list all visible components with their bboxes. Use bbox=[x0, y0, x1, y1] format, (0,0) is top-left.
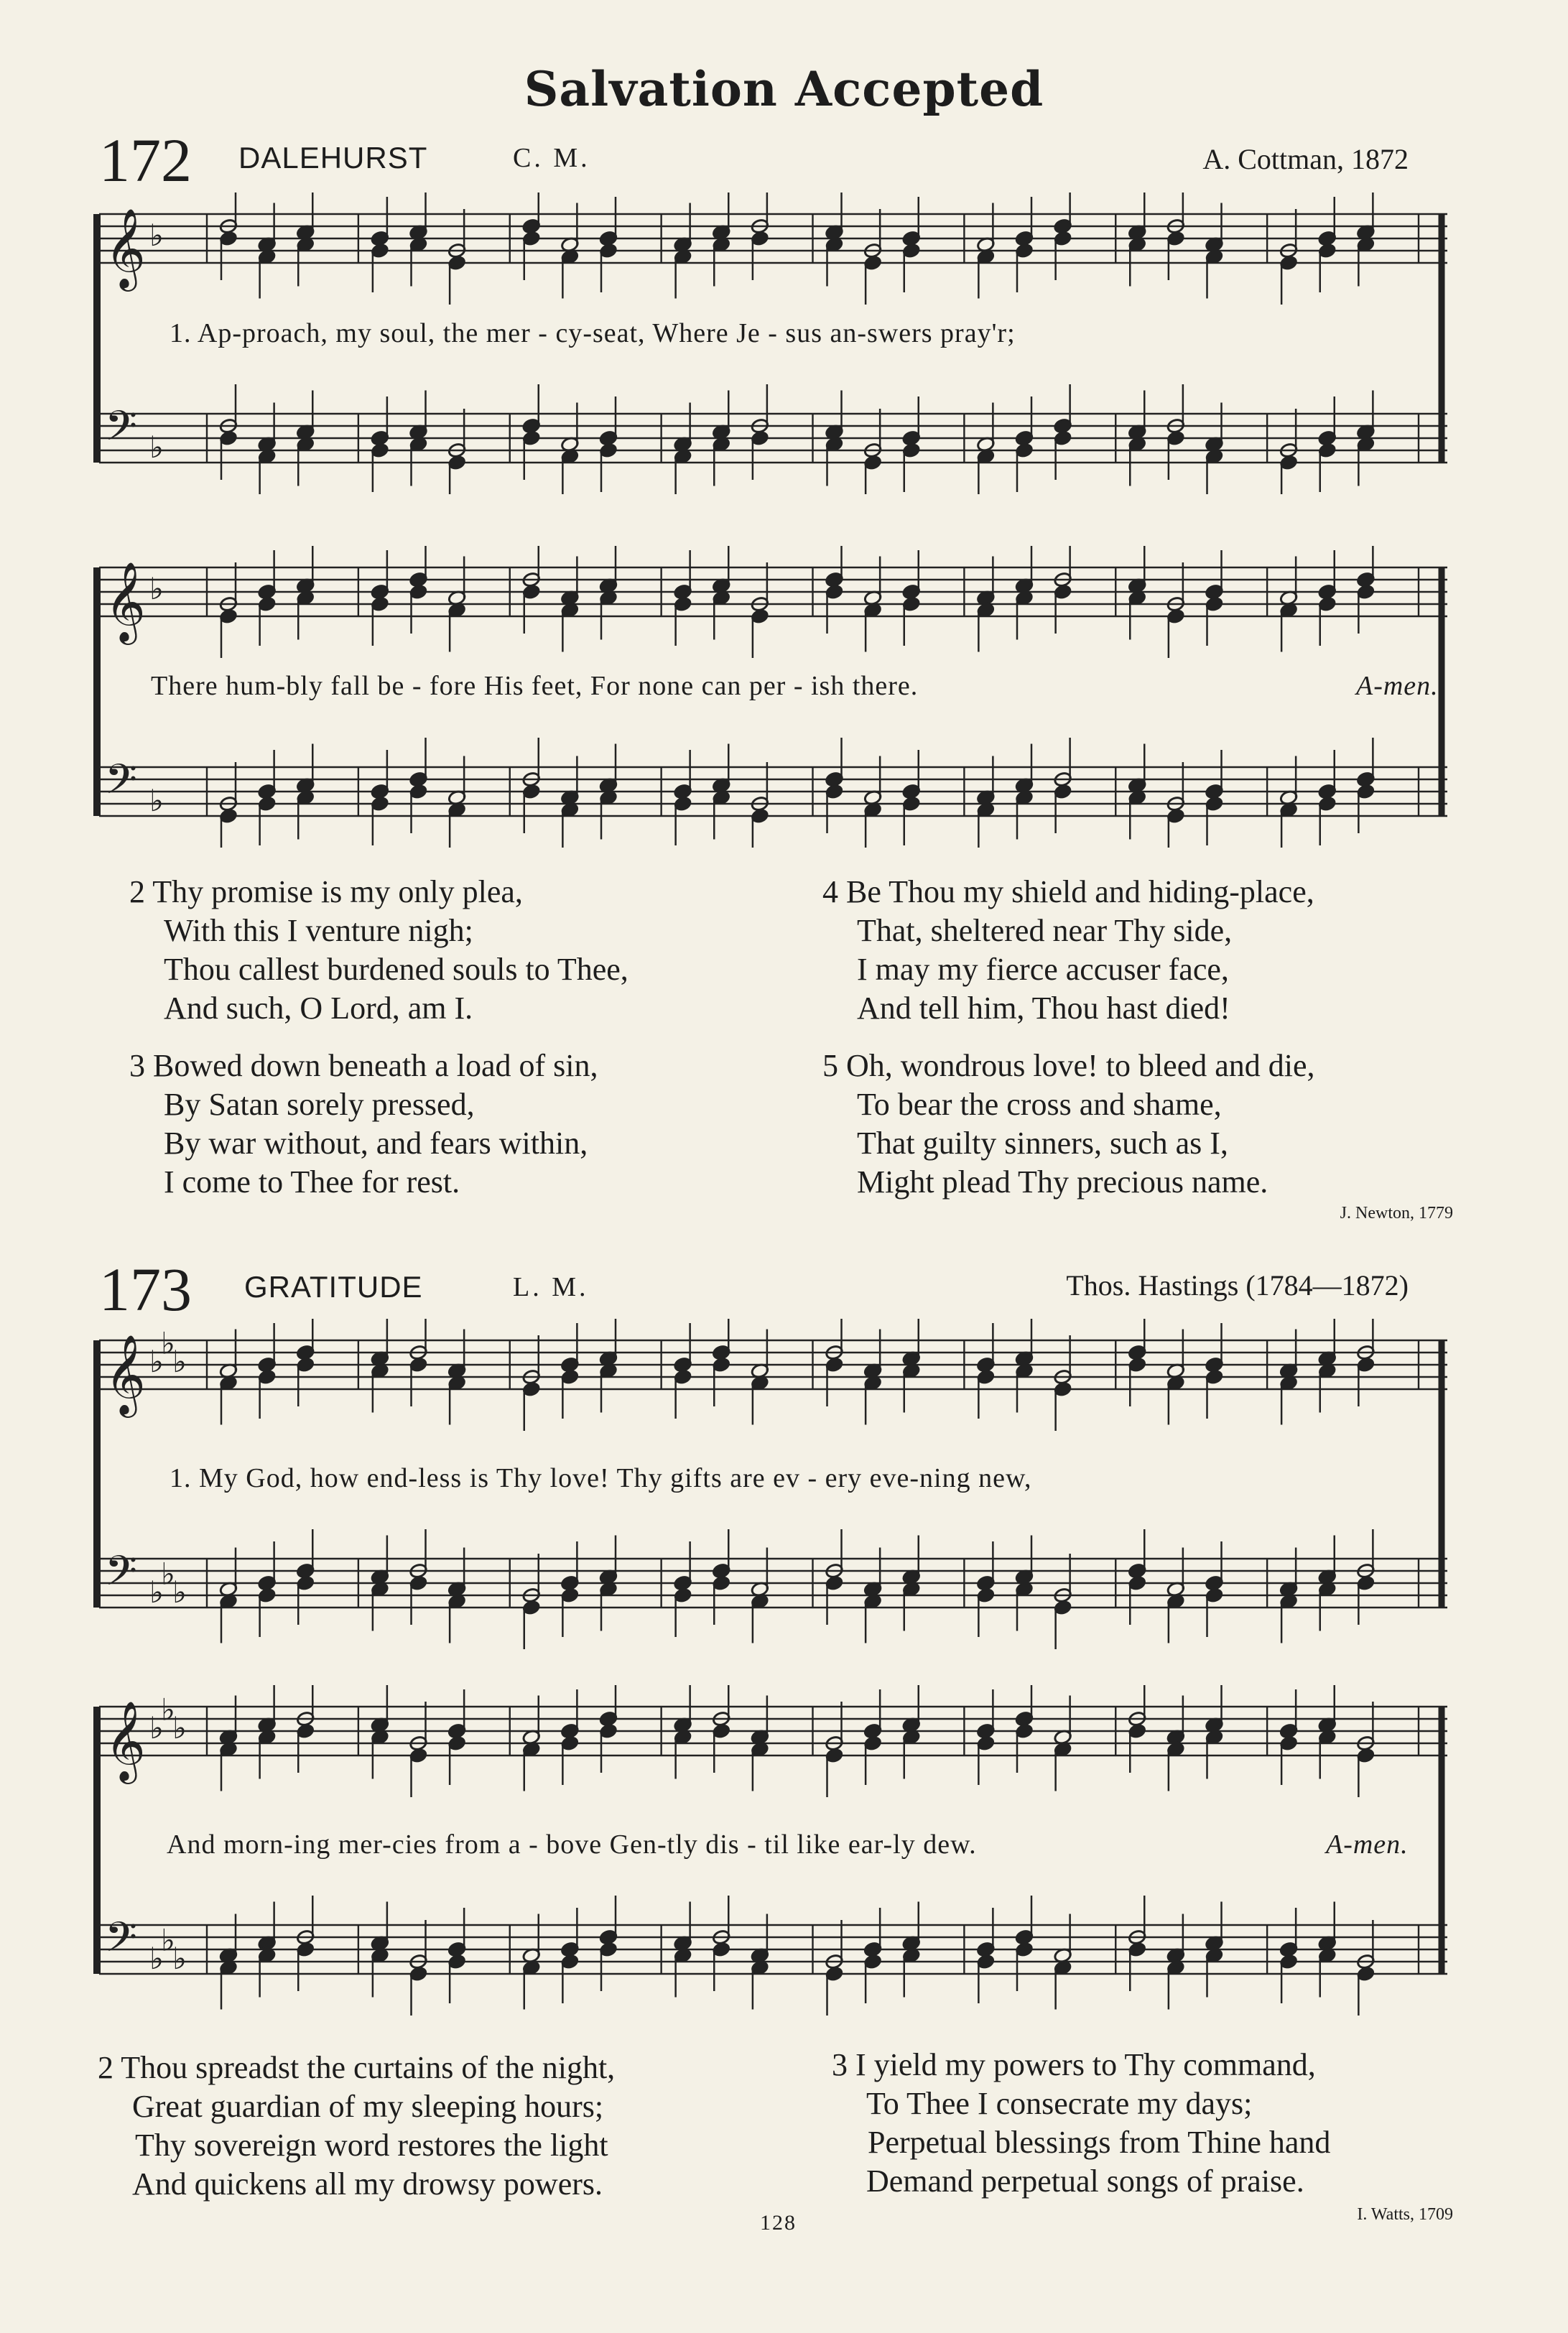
verse-line: By war without, and fears within, bbox=[164, 1126, 588, 1161]
stanza-number: 2 bbox=[98, 2050, 113, 2085]
verse-line: By Satan sorely pressed, bbox=[164, 1087, 475, 1122]
flat-sign: ♭ bbox=[161, 1556, 175, 1592]
meter-172: C. M. bbox=[513, 143, 590, 173]
verse-line: Perpetual blessings from Thine hand bbox=[868, 2125, 1331, 2160]
stanza-number: 3 bbox=[832, 2047, 848, 2082]
lyric-line-173-1: 1. My God, how end-less is Thy love! Thy gifts are ev - ery eve-ning new, bbox=[170, 1463, 1032, 1493]
bass-clef: 𝄢 bbox=[105, 1913, 138, 1972]
flat-sign: ♭ bbox=[149, 571, 164, 606]
verse-line: And tell him, Thou hast died! bbox=[857, 991, 1230, 1026]
flat-sign: ♭ bbox=[149, 1941, 164, 1976]
composer-173: Thos. Hastings (1784—1872) bbox=[1066, 1269, 1409, 1302]
treble-clef: 𝄞 bbox=[105, 1700, 146, 1781]
treble-clef: 𝄞 bbox=[105, 208, 146, 288]
verses-right-172 bbox=[822, 873, 1315, 1220]
bass-clef: 𝄢 bbox=[105, 1546, 138, 1605]
verse-line: And quickens all my drowsy powers. bbox=[132, 2166, 603, 2202]
flat-sign: ♭ bbox=[172, 1344, 187, 1379]
hymn-number-172: 172 bbox=[99, 126, 192, 195]
bass-clef: 𝄢 bbox=[105, 402, 138, 460]
treble-clef: 𝄞 bbox=[105, 561, 146, 641]
flat-sign: ♭ bbox=[149, 1710, 164, 1745]
stanza-172-2 bbox=[129, 873, 628, 1028]
treble-clef: 𝄞 bbox=[105, 1334, 146, 1414]
verse-line: To bear the cross and shame, bbox=[857, 1087, 1222, 1122]
tune-name-173: GRATITUDE bbox=[244, 1270, 423, 1304]
flat-sign: ♭ bbox=[161, 1325, 175, 1361]
verse-line: Great guardian of my sleeping hours; bbox=[132, 2089, 604, 2124]
stanza-number: 4 bbox=[822, 874, 838, 909]
verse-line: And such, O Lord, am I. bbox=[164, 991, 473, 1026]
verses-right-173 bbox=[832, 2046, 1330, 2220]
author-172: J. Newton, 1779 bbox=[1340, 1204, 1453, 1223]
stanza-172-5 bbox=[822, 1047, 1315, 1202]
verse-line: Might plead Thy precious name. bbox=[857, 1164, 1268, 1200]
hymn-number-173: 173 bbox=[99, 1255, 192, 1324]
verse-line: Demand perpetual songs of praise. bbox=[866, 2163, 1304, 2199]
composer-172: A. Cottman, 1872 bbox=[1202, 143, 1409, 175]
verse-line: Thy promise is my only plea, bbox=[152, 874, 523, 909]
stanza-173-3 bbox=[832, 2046, 1330, 2201]
flat-sign: ♭ bbox=[172, 1710, 187, 1745]
verse-line: To Thee I consecrate my days; bbox=[866, 2086, 1253, 2121]
flat-sign: ♭ bbox=[172, 1574, 187, 1610]
meter-173: L. M. bbox=[513, 1272, 589, 1302]
verse-line: Be Thou my shield and hiding-place, bbox=[846, 874, 1314, 909]
stanza-number: 5 bbox=[822, 1048, 838, 1083]
stanza-172-3 bbox=[129, 1047, 628, 1202]
verse-line: That, sheltered near Thy side, bbox=[857, 913, 1233, 948]
stanza-172-4 bbox=[822, 873, 1315, 1028]
page-title: Salvation Accepted bbox=[524, 61, 1044, 117]
lyric-line-172-1: 1. Ap-proach, my soul, the mer - cy-seat, Where Je - sus an-swers pray'r; bbox=[170, 318, 1016, 348]
flat-sign: ♭ bbox=[149, 783, 164, 818]
flat-sign: ♭ bbox=[149, 218, 164, 253]
flat-sign: ♭ bbox=[149, 430, 164, 465]
flat-sign: ♭ bbox=[172, 1941, 187, 1976]
verse-line: Thou callest burdened souls to Thee, bbox=[164, 952, 628, 987]
stanza-number: 2 bbox=[129, 874, 145, 909]
author-173: I. Watts, 1709 bbox=[1357, 2205, 1453, 2224]
verses-left-173 bbox=[98, 2049, 615, 2222]
flat-sign: ♭ bbox=[149, 1344, 164, 1379]
flat-sign: ♭ bbox=[161, 1922, 175, 1958]
amen-172: A-men. bbox=[1356, 671, 1439, 701]
stanza-173-2 bbox=[98, 2049, 615, 2204]
lyric-line-173-2: And morn-ing mer-cies from a - bove Gen-tly dis - til like ear-ly dew. bbox=[167, 1829, 977, 1860]
flat-sign: ♭ bbox=[161, 1692, 175, 1727]
verse-line: Oh, wondrous love! to bleed and die, bbox=[846, 1048, 1315, 1083]
stanza-number: 3 bbox=[129, 1048, 145, 1083]
verse-line: I come to Thee for rest. bbox=[164, 1164, 460, 1200]
verse-line: I yield my powers to Thy command, bbox=[855, 2047, 1316, 2082]
verse-line: Thy sovereign word restores the light bbox=[135, 2128, 608, 2163]
tune-name-172: DALEHURST bbox=[238, 141, 428, 175]
verse-line: Thou spreadst the curtains of the night, bbox=[121, 2050, 616, 2085]
amen-173: A-men. bbox=[1326, 1829, 1409, 1860]
bass-clef: 𝄢 bbox=[105, 755, 138, 814]
page-number: 128 bbox=[760, 2211, 797, 2235]
verse-line: Bowed down beneath a load of sin, bbox=[153, 1048, 598, 1083]
verse-line: That guilty sinners, such as I, bbox=[857, 1126, 1228, 1161]
flat-sign: ♭ bbox=[149, 1574, 164, 1610]
lyric-line-172-2: There hum-bly fall be - fore His feet, For none can per - ish there. bbox=[151, 671, 919, 701]
verses-left-172 bbox=[129, 873, 628, 1220]
verse-line: With this I venture nigh; bbox=[164, 913, 473, 948]
verse-line: I may my fierce accuser face, bbox=[857, 952, 1229, 987]
